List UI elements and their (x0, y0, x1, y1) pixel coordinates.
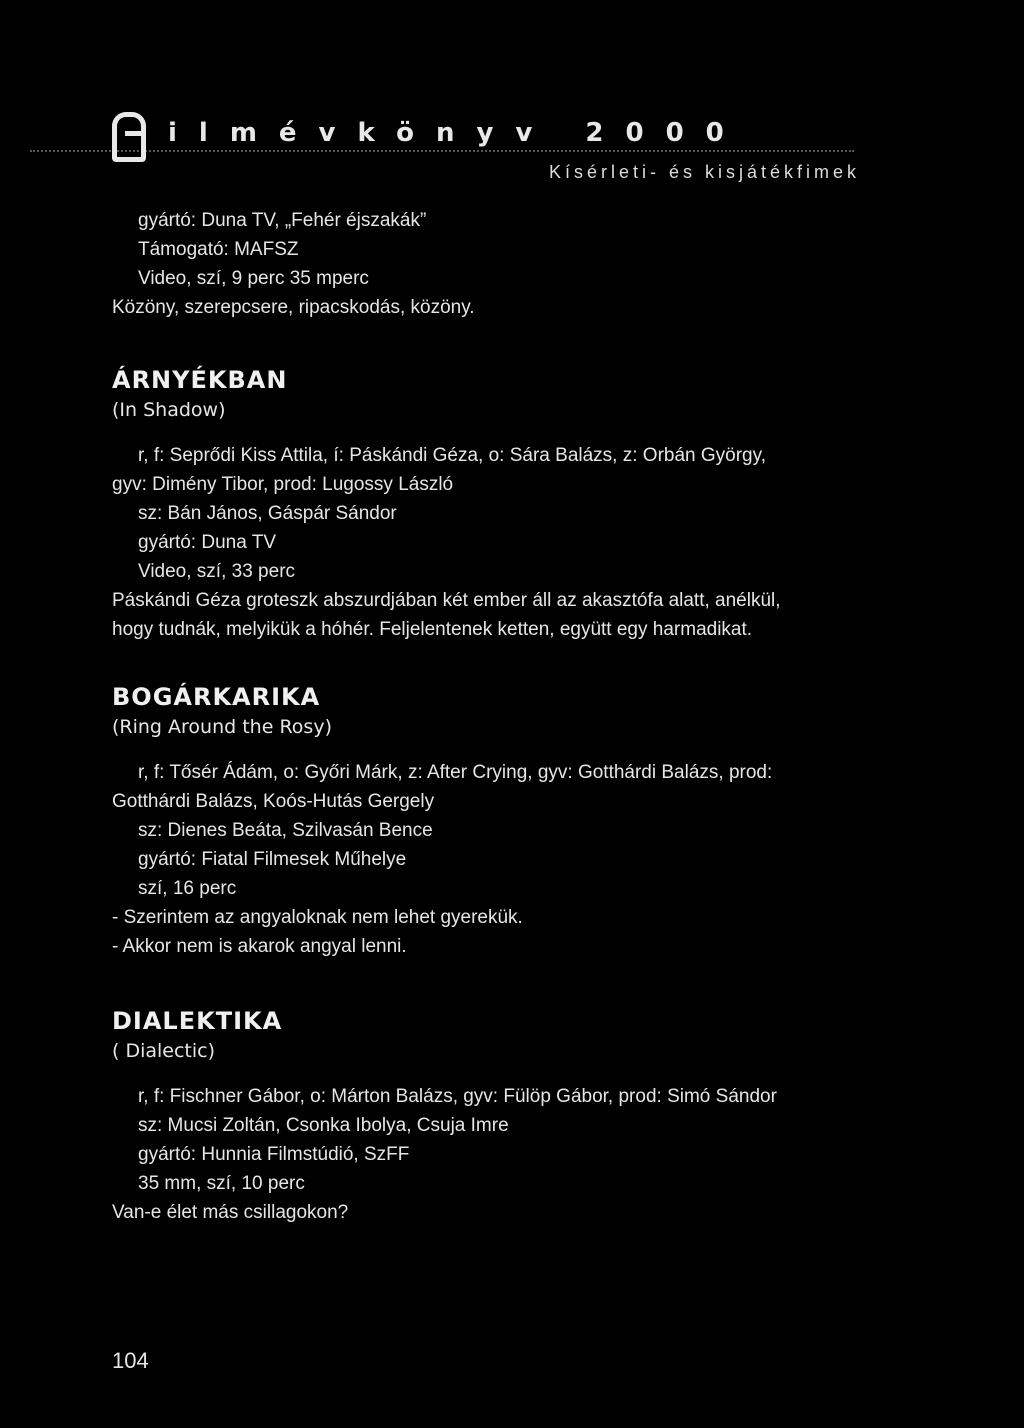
header-rule (30, 150, 854, 152)
credit-line: r, f: Seprődi Kiss Attila, í: Páskándi Géza, o: Sára Balázs, z: Orbán György, (138, 445, 766, 466)
film-original-title: (In Shadow) (112, 399, 226, 421)
film-original-title: (Ring Around the Rosy) (112, 716, 332, 738)
book-title: ilmévkönyv 2000 (168, 118, 746, 148)
credit-line: sz: Dienes Beáta, Szilvasán Bence (138, 820, 433, 841)
credit-line: Páskándi Géza groteszk abszurdjában két ember áll az akasztófa alatt, anélkül, (112, 590, 781, 611)
credit-line: - Akkor nem is akarok angyal lenni. (112, 936, 407, 957)
film-original-title: ( Dialectic) (112, 1040, 216, 1062)
f-logo-icon (112, 112, 146, 162)
section-subtitle: Kísérleti- és kisjátékfimek (548, 162, 860, 182)
film-title: DIALEKTIKA (112, 1007, 283, 1035)
credit-line: - Szerintem az angyaloknak nem lehet gyerekük. (112, 907, 523, 928)
credit-line: gyártó: Fiatal Filmesek Műhelye (138, 849, 407, 870)
film-entry (112, 365, 872, 644)
credit-line: Video, szí, 33 perc (138, 561, 296, 582)
credit-line: sz: Mucsi Zoltán, Csonka Ibolya, Csuja Imre (138, 1115, 509, 1136)
credit-line: sz: Bán János, Gáspár Sándor (138, 503, 397, 524)
intro-line: gyártó: Duna TV, „Fehér éjszakák” (138, 210, 427, 231)
credit-line: Van-e élet más csillagokon? (112, 1202, 349, 1223)
credit-line: r, f: Fischner Gábor, o: Márton Balázs, gyv: Fülöp Gábor, prod: Simó Sándor (138, 1086, 777, 1107)
film-entry (112, 682, 872, 961)
intro-line: Támogató: MAFSZ (138, 239, 299, 260)
intro-line: Közöny, szerepcsere, ripacskodás, közöny. (112, 297, 475, 318)
credit-line: r, f: Tősér Ádám, o: Győri Márk, z: After Crying, gyv: Gotthárdi Balázs, prod: (138, 762, 773, 783)
intro-line: Video, szí, 9 perc 35 mperc (138, 268, 369, 289)
credit-line: gyártó: Hunnia Filmstúdió, SzFF (138, 1144, 410, 1165)
film-title: ÁRNYÉKBAN (112, 366, 288, 394)
page-number: 104 (112, 1348, 149, 1373)
credit-line: gyártó: Duna TV (138, 532, 277, 553)
credit-line: Gotthárdi Balázs, Koós-Hutás Gergely (112, 791, 435, 812)
credit-line: gyv: Dimény Tibor, prod: Lugossy László (112, 474, 454, 495)
intro-block (112, 206, 872, 322)
credit-line: 35 mm, szí, 10 perc (138, 1173, 305, 1194)
credit-line: szí, 16 perc (138, 878, 237, 899)
film-entry (112, 1006, 872, 1227)
credit-line: hogy tudnák, melyikük a hóhér. Feljelentenek ketten, együtt egy harmadikat. (112, 619, 753, 640)
film-title: BOGÁRKARIKA (112, 683, 321, 711)
